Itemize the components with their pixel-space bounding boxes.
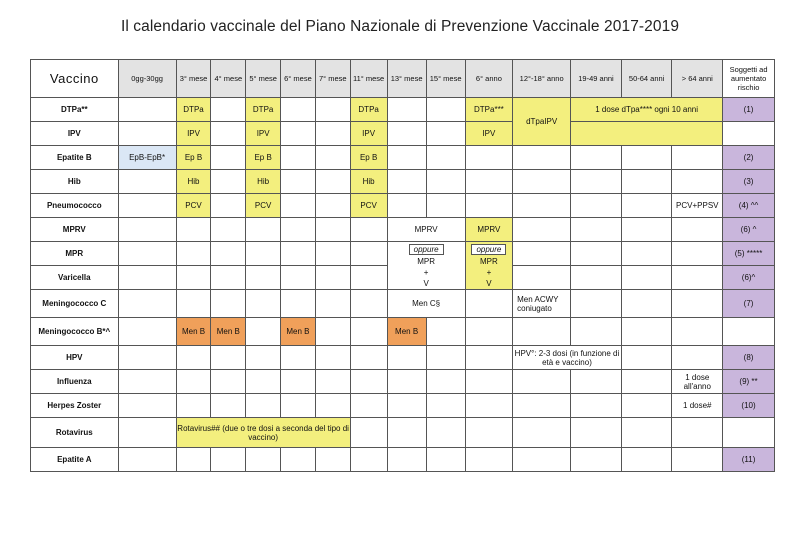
header-col: 3° mese: [176, 60, 211, 98]
header-col: 4° mese: [211, 60, 246, 98]
dose-cell: PCV: [176, 194, 211, 218]
dose-cell: PCV: [350, 194, 387, 218]
vaccine-name: MPRV: [31, 218, 119, 242]
dose-cell: Men B: [211, 318, 246, 346]
vaccine-name: Meningococco C: [31, 290, 119, 318]
plus-label: +: [423, 267, 429, 277]
dose-cell: IPV: [465, 122, 512, 146]
oppure-label: oppure: [471, 244, 506, 255]
page-title: Il calendario vaccinale del Piano Nazionale di Prevenzione Vaccinale 2017-2019: [120, 18, 680, 35]
risk-cell: (8): [723, 346, 775, 370]
table-row: [31, 370, 775, 394]
table-row: [31, 448, 775, 472]
v-label: V: [423, 278, 429, 288]
vaccine-name: Herpes Zoster: [31, 394, 119, 418]
dose-cell: DTPa: [176, 98, 211, 122]
dose-cell: IPV: [350, 122, 387, 146]
mpr-label: MPR: [417, 256, 436, 266]
dose-cell: IPV: [176, 122, 211, 146]
table-row: [31, 194, 775, 218]
dose-cell: Ep B: [246, 146, 281, 170]
header-col: 5° mese: [246, 60, 281, 98]
vaccine-name: Hib: [31, 170, 119, 194]
vaccine-name: MPR: [31, 242, 119, 266]
header-col: 6° anno: [465, 60, 512, 98]
dose-cell: Men ACWY coniugato: [513, 290, 571, 318]
vaccination-calendar-table: [30, 59, 775, 472]
risk-cell: (3): [723, 170, 775, 194]
vaccine-name: Pneumococco: [31, 194, 119, 218]
risk-cell: (6) ^: [723, 218, 775, 242]
header-col: 15° mese: [426, 60, 465, 98]
oppure-label: oppure: [409, 244, 444, 255]
dose-cell: 1 dose#: [672, 394, 723, 418]
header-risk: Soggetti ad aumentato rischio: [723, 60, 775, 98]
dose-cell: 1 dose dTpa**** ogni 10 anni: [571, 98, 723, 122]
vaccine-name: HPV: [31, 346, 119, 370]
dose-cell: DTPa: [246, 98, 281, 122]
table-row: [31, 290, 775, 318]
risk-cell: (4) ^^: [723, 194, 775, 218]
dose-cell: PCV: [246, 194, 281, 218]
vaccine-name: DTPa**: [31, 98, 119, 122]
dose-cell: Ep B: [350, 146, 387, 170]
risk-cell: (10): [723, 394, 775, 418]
risk-cell: (7): [723, 290, 775, 318]
table-row: [31, 318, 775, 346]
dose-cell: [465, 242, 512, 290]
vaccine-name: IPV: [31, 122, 119, 146]
table-row: [31, 170, 775, 194]
mpr-label: MPR: [480, 256, 498, 266]
dose-cell: Men B: [387, 318, 426, 346]
header-col: 0gg-30gg: [118, 60, 176, 98]
table-row: [31, 218, 775, 242]
vaccine-name: Epatite B: [31, 146, 119, 170]
dose-cell: dTpaIPV: [513, 98, 571, 146]
risk-cell: (5) *****: [723, 242, 775, 266]
table-row: [31, 146, 775, 170]
dose-cell: 1 dose all'anno: [672, 370, 723, 394]
dose-cell: Rotavirus## (due o tre dosi a seconda del tipo di vaccino): [176, 418, 350, 448]
risk-cell: (6)^: [723, 266, 775, 290]
dose-cell: Men B: [176, 318, 211, 346]
v-label: V: [486, 278, 492, 288]
dose-cell: IPV: [246, 122, 281, 146]
header-col: > 64 anni: [672, 60, 723, 98]
dose-cell: Men B: [281, 318, 316, 346]
table-row: [31, 98, 775, 122]
table-row: [31, 418, 775, 448]
dose-cell: DTPa***: [465, 98, 512, 122]
dose-cell: [387, 242, 465, 290]
table-row: [31, 346, 775, 370]
dose-cell: EpB-EpB*: [118, 146, 176, 170]
header-col: 11° mese: [350, 60, 387, 98]
header-col: 13° mese: [387, 60, 426, 98]
risk-cell: (11): [723, 448, 775, 472]
header-col: 19-49 anni: [571, 60, 622, 98]
table-row: [31, 122, 775, 146]
dose-cell: Men C§: [387, 290, 465, 318]
vaccine-name: Rotavirus: [31, 418, 119, 448]
dose-cell: Hib: [246, 170, 281, 194]
header-col: 12°-18° anno: [513, 60, 571, 98]
table-row: [31, 394, 775, 418]
header-vaccino: Vaccino: [31, 60, 119, 98]
plus-label: +: [486, 267, 492, 277]
table-row: [31, 242, 775, 266]
dose-cell: DTPa: [350, 98, 387, 122]
dose-cell: MPRV: [387, 218, 465, 242]
vaccine-name: Meningococco B*^: [31, 318, 119, 346]
header-col: 6° mese: [281, 60, 316, 98]
dose-cell: Hib: [350, 170, 387, 194]
dose-cell: Hib: [176, 170, 211, 194]
risk-cell: (1): [723, 98, 775, 122]
vaccine-name: Influenza: [31, 370, 119, 394]
risk-cell: (9) **: [723, 370, 775, 394]
header-col: 7° mese: [315, 60, 350, 98]
dose-cell: HPV°: 2-3 dosi (in funzione di età e vaccino): [513, 346, 622, 370]
header-col: 50-64 anni: [621, 60, 672, 98]
risk-cell: (2): [723, 146, 775, 170]
dose-cell: Ep B: [176, 146, 211, 170]
header-row: [31, 60, 775, 98]
vaccine-name: Varicella: [31, 266, 119, 290]
vaccine-name: Epatite A: [31, 448, 119, 472]
dose-cell: MPRV: [465, 218, 512, 242]
dose-cell: PCV+PPSV: [672, 194, 723, 218]
